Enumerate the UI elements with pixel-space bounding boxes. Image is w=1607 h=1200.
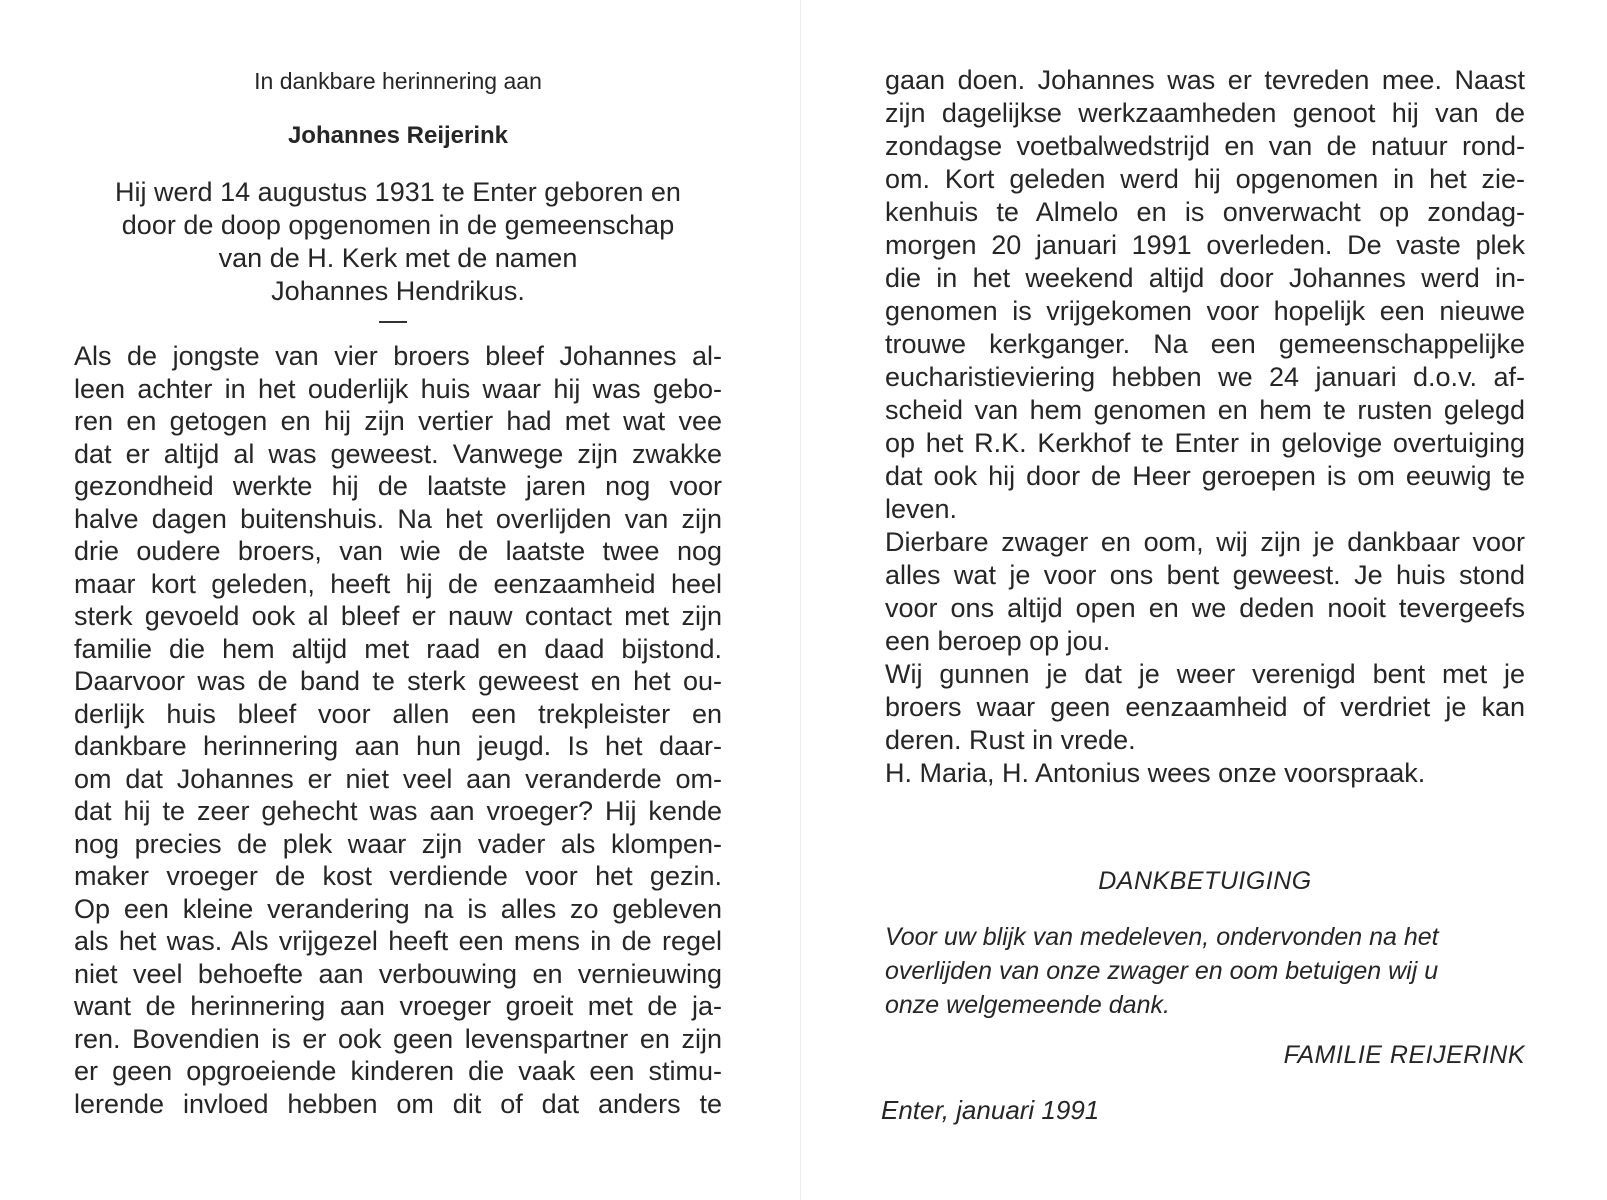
body-line: dat hij te zeer gehecht was aan vroeger? Hij kende [74,796,722,826]
body-line: eucharistieviering hebben we 24 januari d.o.v. af- [885,362,1525,392]
birth-line: door de doop opgenomen in de gemeenschap [121,210,675,240]
intro-line: In dankbare herinnering aan [254,68,542,94]
body-line: dat ook hij door de Heer geroepen is om eeuwig te [885,461,1525,491]
body-line: niet veel behoefte aan verbouwing en vernieuwing [74,959,722,989]
body-line: drie oudere broers, van wie de laatste twee nog [74,536,722,566]
body-line: deren. Rust in vrede. [885,725,1136,755]
body-line: dankbare herinnering aan hun jeugd. Is het daar- [74,731,722,761]
body-line: Daarvoor was de band te sterk geweest en het ou- [74,666,722,696]
body-line: sterk gevoeld ook al bleef er nauw contact met zijn [74,601,722,631]
body-line: familie die hem altijd met raad en daad bijstond. [74,634,722,664]
body-line: genomen is vrijgekomen voor hopelijk een nieuwe [885,296,1525,326]
body-line: H. Maria, H. Antonius wees onze voorspraak. [885,758,1426,788]
body-line: leven. [885,494,958,524]
body-line: trouwe kerkganger. Na een gemeenschappelijke [885,329,1525,359]
body-line: scheid van hem genomen en hem te rusten gelegd [885,395,1525,425]
body-line: op het R.K. Kerkhof te Enter in gelovige overtuiging [885,428,1525,458]
birth-line: Johannes Hendrikus. [271,276,525,306]
body-line: een beroep op jou. [885,626,1111,656]
place-date: Enter, januari 1991 [881,1095,1100,1125]
body-line: voor ons altijd open en we deden nooit tevergeefs [885,593,1525,623]
body-line: broers waar geen eenzaamheid of verdriet je kan [885,692,1525,722]
body-line: die in het weekend altijd door Johannes werd in- [885,263,1525,293]
body-line: om. Kort geleden werd hij opgenomen in het zie- [885,164,1525,194]
body-line: Als de jongste van vier broers bleef Johannes al- [74,341,722,371]
body-line: kenhuis te Almelo en is onverwacht op zondag- [885,197,1525,227]
family-signature: FAMILIE REIJERINK [1283,1041,1525,1069]
body-line: alles wat je voor ons bent geweest. Je huis stond [885,560,1525,590]
body-line: dat er altijd al was geweest. Vanwege zijn zwakke [74,439,722,469]
body-line: gaan doen. Johannes was er tevreden mee. Naast [885,65,1525,95]
thanks-heading: DANKBETUIGING [1098,867,1312,895]
deceased-name: Johannes Reijerink [287,122,509,149]
body-line: ren. Bovendien is er ook geen levenspartner en zijn [74,1024,722,1054]
body-line: ren en getogen en hij zijn vertier had met wat vee [74,406,722,436]
body-line: als het was. Als vrijgezel heeft een mens in de regel [74,926,722,956]
body-line: zondagse voetbalwedstrijd en van de natuur rond- [885,131,1525,161]
birth-line: van de H. Kerk met de namen [218,243,578,273]
body-line: Op een kleine verandering na is alles zo gebleven [74,894,722,924]
separator-dash [379,321,407,323]
birth-line: Hij werd 14 augustus 1931 te Enter geboren en [115,177,681,207]
body-line: zijn dagelijkse werkzaamheden genoot hij van de [885,98,1525,128]
card-fold-line [800,0,801,1200]
body-line: gezondheid werkte hij de laatste jaren nog voor [74,471,722,501]
body-line: maar kort geleden, heeft hij de eenzaamheid heel [74,569,722,599]
body-line: morgen 20 januari 1991 overleden. De vaste plek [885,230,1525,260]
body-line: derlijk huis bleef voor allen een trekpleister en [74,699,722,729]
thanks-line: overlijden van onze zwager en oom betuigen wij u [885,957,1439,985]
body-line: leen achter in het ouderlijk huis waar hij was gebo- [74,374,722,404]
thanks-line: onze welgemeende dank. [885,991,1170,1019]
body-line: want de herinnering aan vroeger groeit met de ja- [74,991,722,1021]
body-line: halve dagen buitenshuis. Na het overlijden van zijn [74,504,722,534]
body-line: Wij gunnen je dat je weer verenigd bent met je [885,659,1525,689]
body-line: Dierbare zwager en oom, wij zijn je dankbaar voor [885,527,1525,557]
body-line: maker vroeger de kost verdiende voor het gezin. [74,861,722,891]
thanks-line: Voor uw blijk van medeleven, ondervonden na het [885,923,1439,951]
body-line: nog precies de plek waar zijn vader als klompen- [74,829,722,859]
body-line: om dat Johannes er niet veel aan veranderde om- [74,764,722,794]
body-line: lerende invloed hebben om dit of dat anders te [74,1089,722,1119]
body-line: er geen opgroeiende kinderen die vaak een stimu- [74,1056,722,1086]
